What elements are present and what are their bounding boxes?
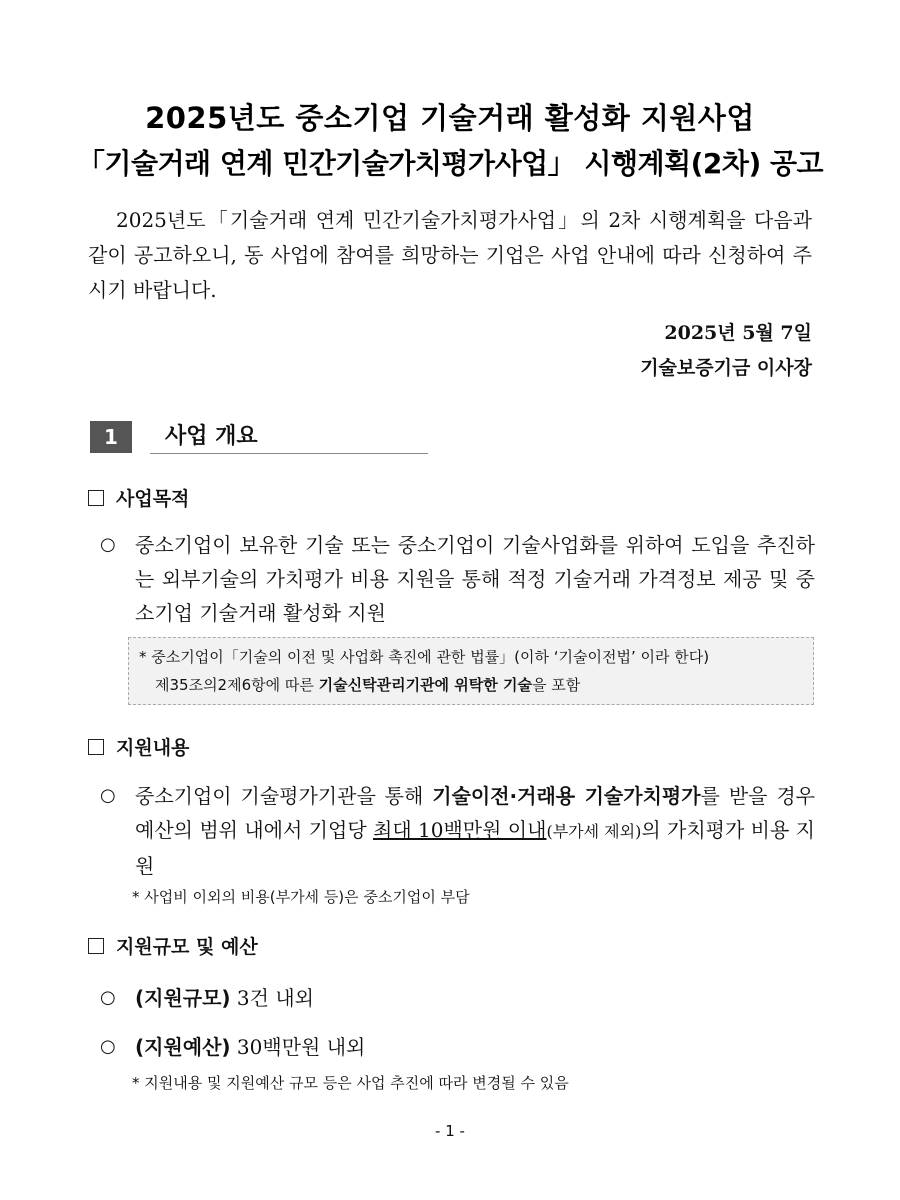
scale-item-2 [135, 1030, 365, 1064]
scale-item-1 [135, 981, 314, 1015]
scale-heading [88, 934, 258, 960]
bullet-circle-icon: ○ [100, 785, 116, 806]
document-title-line2: 「기술거래 연계 민간기술가치평가사업」 시행계획(2차) 공고 [76, 147, 824, 180]
purpose-note-box [128, 637, 814, 705]
purpose-note-line1: * 중소기업이「기술의 이전 및 사업화 촉진에 관한 법률」(이하 ‘기술이전법’ 이라 한다) [139, 648, 710, 666]
scale-item-2-value: 30백만원 내외 [236, 1035, 366, 1059]
content-text [135, 779, 815, 883]
purpose-note-line2-bold: 기술신탁관리기관에 위탁한 기술 [318, 676, 532, 694]
section-number-badge: 1 [90, 421, 132, 453]
page-number: - 1 - [435, 1122, 465, 1140]
document-title-line1: 2025년도 중소기업 기술거래 활성화 지원사업 [145, 101, 755, 135]
checkbox-square-icon [88, 490, 104, 506]
content-heading-label: 지원내용 [116, 737, 190, 759]
purpose-text: 중소기업이 보유한 기술 또는 중소기업이 기술사업화를 위하여 도입을 추진하는 외부기술의 가치평가 비용 지원을 통해 적정 기술거래 가격정보 제공 및 중소기업 기술거래 활성화 지원 [135, 533, 815, 625]
scale-item-1-value: 3건 내외 [236, 986, 314, 1010]
bullet-circle-icon: ○ [100, 534, 116, 555]
notice-date: 2025년 5월 7일 [664, 322, 812, 344]
purpose-note-line2-post: 을 포함 [531, 676, 581, 694]
content-heading [88, 735, 189, 761]
purpose-note-line2-pre: 제35조의2제6항에 따른 [155, 676, 319, 694]
content-note: * 사업비 이외의 비용(부가세 등)은 중소기업이 부담 [132, 888, 470, 906]
purpose-note-line2 [139, 671, 813, 699]
checkbox-square-icon [88, 938, 104, 954]
section-divider [150, 453, 428, 454]
content-text-small: (부가세 제외) [546, 822, 642, 841]
bullet-circle-icon: ○ [100, 987, 116, 1008]
content-text-underline: 최대 10백만원 이내 [373, 818, 547, 842]
scale-heading-label: 지원규모 및 예산 [116, 936, 258, 958]
section-title: 사업 개요 [165, 424, 258, 449]
scale-item-1-label: (지원규모) [135, 986, 231, 1010]
scale-note: * 지원내용 및 지원예산 규모 등은 사업 추진에 따라 변경될 수 있음 [132, 1074, 569, 1092]
checkbox-square-icon [88, 739, 104, 755]
content-text-mid: 를 받을 경우 예산의 범위 내에서 기업당 [135, 784, 815, 842]
scale-item-2-label: (지원예산) [135, 1035, 231, 1059]
content-text-pre: 중소기업이 기술평가기관을 통해 [135, 784, 433, 808]
intro-text: 2025년도「기술거래 연계 민간기술가치평가사업」의 2차 시행계획을 다음과 같이 공고하오니, 동 사업에 참여를 희망하는 기업은 사업 안내에 따라 신청하여 주시기 바랍니다. [88, 208, 812, 302]
purpose-heading [88, 486, 189, 512]
notice-issuer: 기술보증기금 이사장 [640, 357, 812, 379]
purpose-heading-label: 사업목적 [116, 488, 190, 510]
content-text-post: 의 가치평가 비용 지원 [135, 818, 816, 878]
bullet-circle-icon: ○ [100, 1036, 116, 1057]
content-text-bold: 기술이전·거래용 기술가치평가 [432, 784, 701, 808]
intro-paragraph [88, 203, 812, 308]
